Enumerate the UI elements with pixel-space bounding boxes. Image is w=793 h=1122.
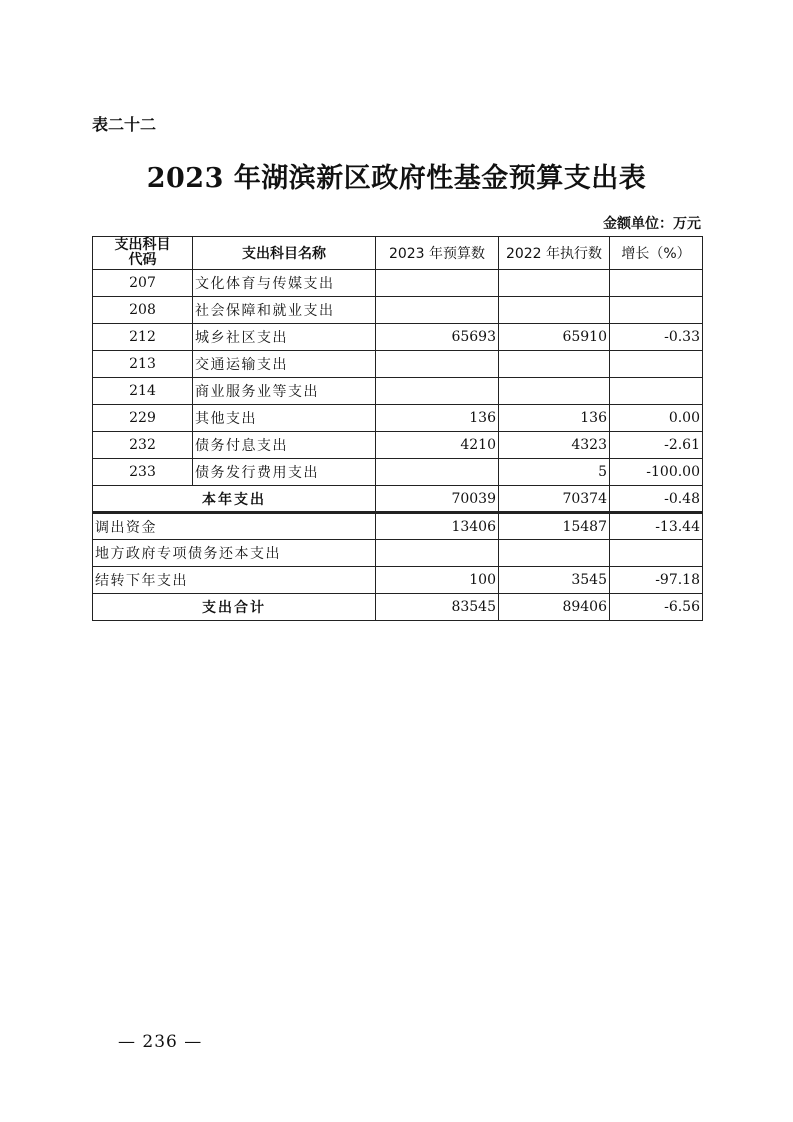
row-growth: [610, 378, 703, 405]
row-code: 207: [93, 270, 193, 297]
row-name: 其他支出: [193, 405, 376, 432]
row-actual-2022: [499, 540, 610, 567]
grand-total-budget-2023: 83545: [376, 594, 499, 621]
row-budget-2023: [376, 270, 499, 297]
row-actual-2022: 3545: [499, 567, 610, 594]
year-total-actual-2022: 70374: [499, 486, 610, 513]
row-name: 社会保障和就业支出: [193, 297, 376, 324]
year-total-label: 本年支出: [93, 486, 376, 513]
header-code: [93, 237, 193, 270]
row-growth: 0.00: [610, 405, 703, 432]
row-actual-2022: 4323: [499, 432, 610, 459]
unit-label: 金额单位：万元: [603, 216, 701, 232]
row-budget-2023: [376, 378, 499, 405]
row-actual-2022: 65910: [499, 324, 610, 351]
row-name: 城乡社区支出: [193, 324, 376, 351]
row-code: 229: [93, 405, 193, 432]
row-code: 208: [93, 297, 193, 324]
table-row: [93, 432, 703, 459]
row-actual-2022: [499, 297, 610, 324]
row-name: 调出资金: [93, 513, 376, 540]
grand-total-actual-2022: 89406: [499, 594, 610, 621]
row-code: 232: [93, 432, 193, 459]
table-row: [93, 567, 703, 594]
row-name: 商业服务业等支出: [193, 378, 376, 405]
budget-table: [92, 236, 703, 621]
header-code-line2: 代码: [128, 252, 157, 268]
table-header-row: [93, 237, 703, 270]
header-budget-2023: 2023 年预算数: [376, 237, 499, 270]
row-actual-2022: [499, 270, 610, 297]
row-budget-2023: 4210: [376, 432, 499, 459]
row-actual-2022: 5: [499, 459, 610, 486]
row-name: 债务发行费用支出: [193, 459, 376, 486]
year-total-budget-2023: 70039: [376, 486, 499, 513]
row-name: 结转下年支出: [93, 567, 376, 594]
row-budget-2023: 13406: [376, 513, 499, 540]
row-actual-2022: [499, 351, 610, 378]
page-title: 2023 年湖滨新区政府性基金预算支出表: [146, 163, 647, 194]
grand-total-label: 支出合计: [93, 594, 376, 621]
row-growth: -13.44: [610, 513, 703, 540]
row-budget-2023: [376, 459, 499, 486]
row-budget-2023: [376, 297, 499, 324]
table-row: [93, 459, 703, 486]
header-actual-2022: 2022 年执行数: [499, 237, 610, 270]
row-name: 债务付息支出: [193, 432, 376, 459]
row-growth: -100.00: [610, 459, 703, 486]
row-growth: -2.61: [610, 432, 703, 459]
header-growth: 增长（%）: [610, 237, 703, 270]
row-name: 交通运输支出: [193, 351, 376, 378]
row-budget-2023: 136: [376, 405, 499, 432]
row-actual-2022: [499, 378, 610, 405]
row-code: 214: [93, 378, 193, 405]
table-row: [93, 297, 703, 324]
row-growth: [610, 297, 703, 324]
row-name: 地方政府专项债务还本支出: [93, 540, 376, 567]
table-row: [93, 324, 703, 351]
row-growth: [610, 351, 703, 378]
page-number: — 236 —: [118, 1032, 203, 1052]
table-label: 表二十二: [92, 115, 157, 134]
row-budget-2023: 65693: [376, 324, 499, 351]
row-actual-2022: 136: [499, 405, 610, 432]
table-row: [93, 513, 703, 540]
row-budget-2023: [376, 351, 499, 378]
row-budget-2023: [376, 540, 499, 567]
year-total-growth: -0.48: [610, 486, 703, 513]
row-budget-2023: 100: [376, 567, 499, 594]
row-growth: [610, 270, 703, 297]
row-code: 213: [93, 351, 193, 378]
table-row: [93, 378, 703, 405]
row-code: 233: [93, 459, 193, 486]
row-name: 文化体育与传媒支出: [193, 270, 376, 297]
row-code: 212: [93, 324, 193, 351]
grand-total-row: [93, 594, 703, 621]
table-row: [93, 540, 703, 567]
year-total-row: [93, 486, 703, 513]
header-name: 支出科目名称: [193, 237, 376, 270]
table-row: [93, 270, 703, 297]
table-row: [93, 351, 703, 378]
row-actual-2022: 15487: [499, 513, 610, 540]
row-growth: -97.18: [610, 567, 703, 594]
table-row: [93, 405, 703, 432]
grand-total-growth: -6.56: [610, 594, 703, 621]
row-growth: -0.33: [610, 324, 703, 351]
row-growth: [610, 540, 703, 567]
header-code-line1: 支出科目: [114, 237, 171, 253]
